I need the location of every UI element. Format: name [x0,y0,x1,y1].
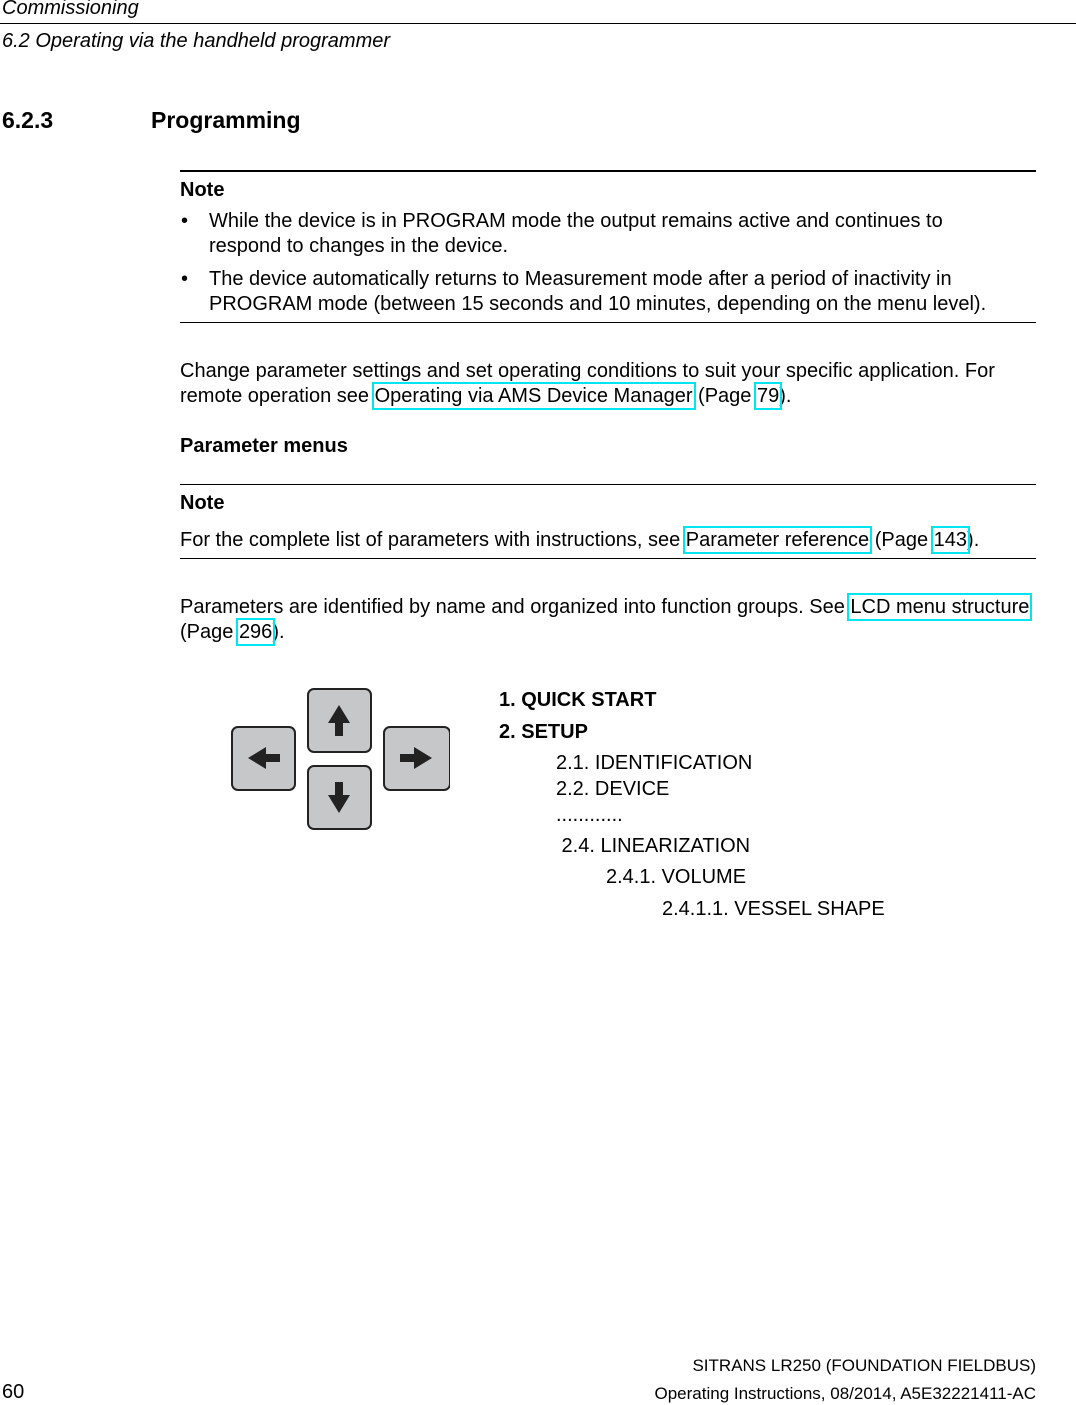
link-lcd-menu-structure[interactable]: LCD menu structure [850,596,1030,618]
header-divider [0,23,1076,24]
arrow-left-key [232,727,295,790]
note1-bottom-rule [180,322,1036,323]
link-page-79[interactable]: 79 [756,385,780,407]
note1-item [180,267,1010,317]
closing-text: ). [967,529,980,551]
menu-linearization: 2.4. LINEARIZATION [556,835,751,857]
note1-label: Note [180,179,225,201]
menu-device: 2.2. DEVICE [556,778,670,800]
groups-text: Parameters are identified by name and organized into function groups. See [180,596,851,618]
arrow-down-key [308,766,371,829]
parameter-menus-heading: Parameter menus [180,435,348,457]
section-title: Programming [151,107,301,133]
note1-item [180,209,1010,259]
bullet-icon: • [181,268,189,290]
closing-text: ). [779,385,792,407]
note2-top-rule [180,484,1036,485]
groups-paragraph [180,595,1070,645]
footer-page-number: 60 [2,1381,25,1403]
note2-label: Note [180,492,225,514]
page-ref-text: (Page [180,621,239,643]
link-parameter-reference[interactable]: Parameter reference [685,529,870,551]
arrow-right-key [384,727,450,790]
note1-item-text: While the device is in PROGRAM mode the output remains active and continues to respond to changes in the device. [209,210,943,257]
footer-product: SITRANS LR250 (FOUNDATION FIELDBUS) [692,1356,1036,1375]
note2-before: For the complete list of parameters with instructions, see [180,529,686,551]
menu-setup: 2. SETUP [499,721,588,743]
closing-text: ). [272,621,285,643]
link-page-296[interactable]: 296 [238,621,273,643]
menu-vessel-shape: 2.4.1.1. VESSEL SHAPE [662,898,885,920]
note1-item-text: The device automatically returns to Measurement mode after a period of inactivity in PROGRAM mode (between 15 seconds and 10 minutes, depending on the menu level). [209,268,987,315]
note1-top-rule [180,170,1036,172]
intro-text: Change parameter settings and set operating conditions to suit your specific application. For remote operation see [180,360,995,407]
menu-ellipsis: ............ [556,804,623,826]
header-section: 6.2 Operating via the handheld programmer [2,30,391,52]
bullet-icon: • [181,210,189,232]
header-chapter: Commissioning [2,0,139,19]
menu-volume: 2.4.1. VOLUME [606,866,747,888]
note1-list [180,209,1010,325]
menu-quick-start: 1. QUICK START [499,689,657,711]
page-ref-text: (Page [692,385,757,407]
keypad-illustration [228,686,450,832]
link-ams-device-manager[interactable]: Operating via AMS Device Manager [374,385,693,407]
intro-paragraph [180,359,1040,409]
arrow-up-key [308,689,371,752]
note2-bottom-rule [180,558,1036,559]
section-number: 6.2.3 [2,107,54,133]
footer-doc-info: Operating Instructions, 08/2014, A5E32221411-AC [654,1384,1036,1403]
note2-text [180,528,979,553]
menu-identification: 2.1. IDENTIFICATION [556,752,753,774]
link-page-143[interactable]: 143 [933,529,968,551]
page-ref-text: (Page [869,529,934,551]
